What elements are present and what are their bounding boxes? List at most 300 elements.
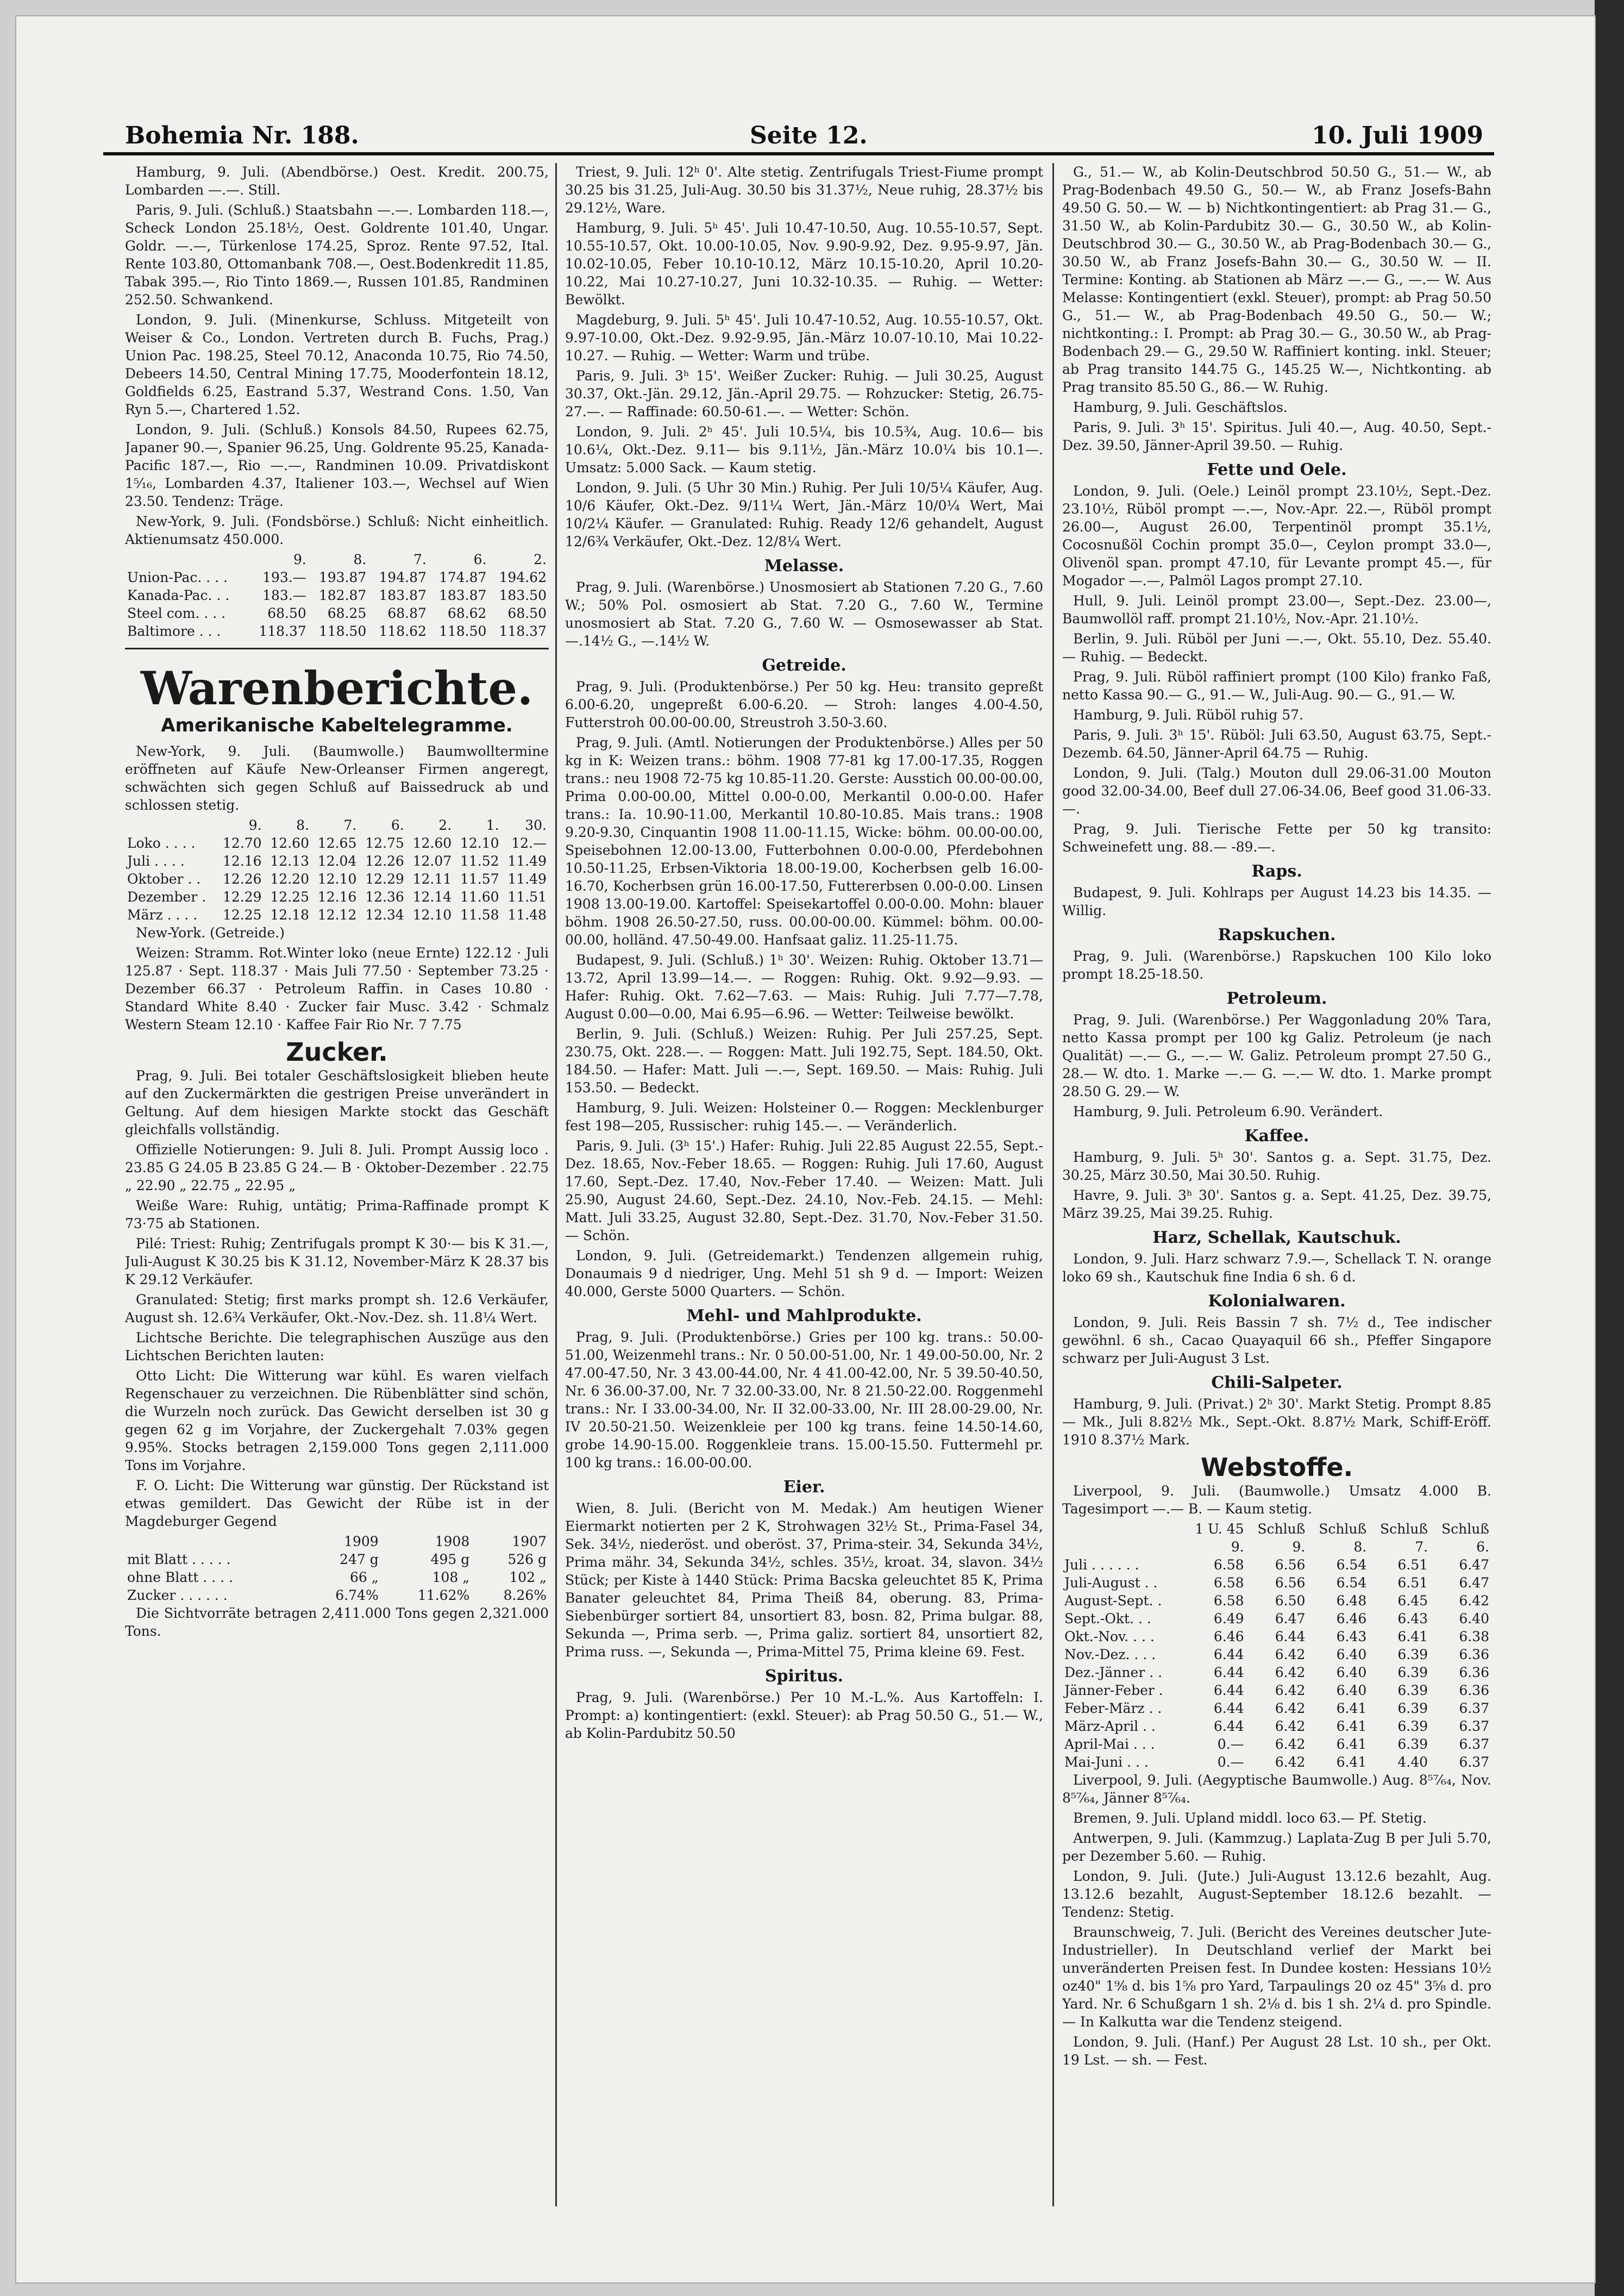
table-cell: 8. bbox=[353, 552, 367, 567]
table-cell: Mai-Juni . . . bbox=[1064, 1754, 1149, 1770]
table-cell: 118.50 bbox=[318, 623, 367, 639]
report-paragraph: Hamburg, 9. Juli. 5ʰ 30'. Santos g. a. Sept. 31.75, Dez. 30.25, März 30.50, Mai 30.50. Ruhig. bbox=[1062, 1149, 1491, 1183]
table-cell: 11.48 bbox=[507, 907, 547, 923]
section-heading: Raps. bbox=[1251, 862, 1302, 881]
table-cell: Sept.-Okt. . . bbox=[1064, 1611, 1151, 1626]
section-heading: Melasse. bbox=[764, 556, 844, 575]
table-cell: 6.37 bbox=[1459, 1736, 1489, 1752]
section-heading: Petroleum. bbox=[1226, 989, 1327, 1008]
column-3 bbox=[1062, 163, 1491, 2228]
report-paragraph: London, 9. Juli. 2ʰ 45'. Juli 10.5¼, bis 10.5¾, Aug. 10.6— bis 10.6¼, Okt.-Dez. 9.11— bis 9.11½, Jän.-März 10.0¼ bis 10.1—. Umsatz: 5.000 Sack. — Kaum stetig. bbox=[565, 424, 1043, 476]
table-row bbox=[1062, 1592, 1491, 1610]
table-cell: 6.40 bbox=[1336, 1647, 1367, 1662]
report-paragraph: Hamburg, 9. Juli. Rüböl ruhig 57. bbox=[1073, 707, 1303, 723]
report-paragraph: London, 9. Juli. Reis Bassin 7 sh. 7½ d., Tee indischer gewöhnl. 6 sh., Cacao Quayaquil 66 sh., Pfeffer Singapore schwarz per Juli-August 3 Lst. bbox=[1062, 1315, 1491, 1366]
table-cell: ohne Blatt . . . . bbox=[127, 1569, 233, 1585]
table-cell: 11.52 bbox=[460, 853, 499, 869]
section-heading: Eier. bbox=[783, 1478, 825, 1497]
report-paragraph: Prag, 9. Juli. (Warenbörse.) Rapskuchen 100 Kilo loko prompt 18.25-18.50. bbox=[1062, 948, 1491, 982]
column-2 bbox=[565, 163, 1043, 2228]
table-cell: 12.34 bbox=[365, 907, 404, 923]
column-1 bbox=[125, 163, 549, 2228]
report-paragraph: Budapest, 9. Juli. Kohlraps per August 14.23 bis 14.35. — Willig. bbox=[1062, 885, 1491, 918]
table-cell: 193.87 bbox=[318, 570, 367, 585]
table-cell: 247 g bbox=[340, 1551, 379, 1567]
column-rule-1 bbox=[555, 163, 557, 2206]
table-cell bbox=[1062, 1520, 1183, 1538]
section-heading: Getreide. bbox=[762, 656, 847, 675]
table-row bbox=[1062, 1663, 1491, 1681]
table-row bbox=[125, 604, 549, 622]
page-number: Seite 12. bbox=[750, 122, 868, 149]
table-cell: 68.87 bbox=[387, 605, 427, 621]
table-cell: Dez.-Jänner . . bbox=[1064, 1665, 1163, 1680]
table-cell: 68.62 bbox=[447, 605, 487, 621]
report-paragraph: Berlin, 9. Juli. (Schluß.) Weizen: Ruhig. Per Juli 257.25, Sept. 230.75, Okt. 228.—. — Roggen: Matt. Juli 192.75, Sept. 184.50, Okt. 184.50. — Hafer: Matt. Juli —.—, Sept. 169.50. — Mais: Ruhig. Juli 153.50. — Bedeckt. bbox=[565, 1026, 1043, 1096]
report-paragraph: London, 9. Juli. (Talg.) Mouton dull 29.06-31.00 Mouton good 32.00-34.00, Beef dull 27.06-34.06, Beef good 31.06-33.—. bbox=[1062, 765, 1491, 817]
cotton-futures-table bbox=[125, 816, 549, 924]
table-cell: 6.58 bbox=[1213, 1593, 1244, 1609]
section-heading: Rapskuchen. bbox=[1218, 925, 1336, 944]
table-cell: 12.60 bbox=[412, 835, 452, 851]
table-cell: 6.36 bbox=[1459, 1665, 1489, 1680]
report-paragraph: Hamburg, 9. Juli. (Abendbörse.) Oest. Kredit. 200.75, Lombarden —.—. Still. bbox=[125, 164, 549, 198]
table-cell: 526 g bbox=[507, 1551, 547, 1567]
table-cell: 6.46 bbox=[1336, 1611, 1367, 1626]
table-cell: 0.— bbox=[1217, 1736, 1244, 1752]
table-cell: 12.65 bbox=[317, 835, 357, 851]
report-paragraph: Triest, 9. Juli. 12ʰ 0'. Alte stetig. Zentrifugals Triest-Fiume prompt 30.25 bis 31.25, Juli-Aug. 30.50 bis 31.37½, Neue ruhig, 28.37½ bis 29.12½, Ware. bbox=[565, 164, 1043, 216]
table-cell: 12.25 bbox=[270, 889, 309, 905]
table-cell: August-Sept. . bbox=[1064, 1593, 1162, 1609]
report-paragraph: London, 9. Juli. (Hanf.) Per August 28 Lst. 10 sh., per Okt. 19 Lst. — sh. — Fest. bbox=[1062, 2034, 1491, 2068]
report-paragraph: Otto Licht: Die Witterung war kühl. Es waren vielfach Regenschauer zu verzeichnen. Die Rübenblätter sind schön, die Wurzeln noch zurück. Das Gewicht derselben ist 30 g gegen 62 g im Vorjahre, der Zuckergehalt 7.03% gegen 9.95%. Stocks betragen 2,159.000 Tons gegen 2,111.000 Tons im Vorjahre. bbox=[125, 1368, 549, 1473]
report-paragraph: London, 9. Juli. (5 Uhr 30 Min.) Ruhig. Per Juli 10/5¼ Käufer, Aug. 10/6 Käufer, Okt.-Dez. 9/11¼ Wert, Jän.-März 10/0¼ Wert, Mai 10/2¼ Käufer. — Granulated: Ruhig. Ready 12/6 gehandelt, August 12/6¾ Verkäufer, Okt.-Dez. 12/8¼ Wert. bbox=[565, 480, 1043, 549]
table-cell: 30. bbox=[525, 817, 547, 833]
table-cell: 6.36 bbox=[1459, 1647, 1489, 1662]
table-cell: 6.39 bbox=[1397, 1682, 1428, 1698]
table-cell: 6.37 bbox=[1459, 1700, 1489, 1716]
table-cell: 6.39 bbox=[1397, 1700, 1428, 1716]
table-cell: 118.37 bbox=[259, 623, 306, 639]
table-header-row bbox=[125, 816, 549, 834]
table-cell: 2. bbox=[438, 817, 452, 833]
table-cell: 7. bbox=[413, 552, 427, 567]
table-cell: 6.40 bbox=[1336, 1665, 1367, 1680]
table-row bbox=[1062, 1735, 1491, 1753]
report-paragraph: Bremen, 9. Juli. Upland middl. loco 63.— Pf. Stetig. bbox=[1073, 1810, 1427, 1826]
table-cell: 12.75 bbox=[365, 835, 404, 851]
column-rule-2 bbox=[1052, 163, 1054, 2206]
table-cell: 6.41 bbox=[1336, 1754, 1367, 1770]
table-cell: 102 „ bbox=[509, 1569, 547, 1585]
beet-weight-table bbox=[125, 1532, 549, 1604]
report-paragraph: Hamburg, 9. Juli. 5ʰ 45'. Juli 10.47-10.50, Aug. 10.55-10.57, Sept. 10.55-10.57, Okt. 10.00-10.05, Nov. 9.90-9.92, Dez. 9.95-9.97, Jän. 10.02-10.05, Feber 10.10-10.12, März 10.15-10.20, April 10.20-10.22, Mai 10.27-10.27, Juni 10.32-10.35. — Ruhig. — Wetter: Bewölkt. bbox=[565, 220, 1043, 308]
table-cell: 12.10 bbox=[317, 871, 357, 887]
table-row bbox=[1062, 1717, 1491, 1735]
table-cell: 68.50 bbox=[507, 605, 547, 621]
report-paragraph: Magdeburg, 9. Juli. 5ʰ 45'. Juli 10.47-10.52, Aug. 10.55-10.57, Okt. 9.97-10.00, Okt.-Dez. 9.92-9.95, Jän.-März 10.07-10.10, Mai 10.22-10.27. — Ruhig. — Wetter: Warm und trübe. bbox=[565, 312, 1043, 364]
table-cell: Schluß bbox=[1380, 1521, 1428, 1537]
report-paragraph: Havre, 9. Juli. 3ʰ 30'. Santos g. a. Sept. 41.25, Dez. 39.75, März 39.25, Mai 39.25. Ruhig. bbox=[1062, 1187, 1491, 1221]
table-cell: 6.42 bbox=[1275, 1736, 1306, 1752]
table-cell: 12.60 bbox=[270, 835, 309, 851]
table-cell: 66 „ bbox=[350, 1569, 379, 1585]
report-paragraph: Prag, 9. Juli. (Amtl. Notierungen der Produktenbörse.) Alles per 50 kg in K: Weizen trans.: böhm. 1908 77-81 kg 17.00-17.35, Roggen trans.: neu 1908 72-75 kg 10.85-11.20. Gerste: Ausstich 00.00-00.00, Prima 0.00-00.00, Mittel 0.00-0.00, Merkantil 0.00-0.00. Hafer trans.: Ia. 10.90-11.00, Merkantil 10.80-10.85. Mais trans.: 1908 9.20-9.30, Cinquantin 1908 11.00-11.15, Wicke: böhm. 00.00-00.00, Speisebohnen 12.00-13.00, Futterbohnen 0.00-0.00, Pferdebohnen 10.50-11.25, Erbsen-Viktoria 18.00-19.00, Kocherbsen gelb 16.00-16.70, Kocherbsen grün 16.00-17.50, Futtererbsen 0.00-0.00. Linsen 1908 13.00-19.00. Kartoffel: Speisekartoffel 0.00-0.00. Mohn: blauer böhm. 1908 26.50-27.50, russ. 00.00-00.00. Kümmel: böhm. 00.00-00.00, holländ. 47.50-49.00. Hanfsaat galiz. 11.25-11.75. bbox=[565, 735, 1043, 948]
table-cell: April-Mai . . . bbox=[1064, 1736, 1155, 1752]
table-cell: Baltimore . . . bbox=[127, 623, 221, 639]
table-cell: 6. bbox=[391, 817, 404, 833]
table-cell: 6.51 bbox=[1397, 1575, 1428, 1591]
report-paragraph: Weiße Ware: Ruhig, untätig; Prima-Raffinade prompt K 73·75 ab Stationen. bbox=[125, 1198, 549, 1231]
table-cell: 495 g bbox=[430, 1551, 470, 1567]
issue-date: 10. Juli 1909 bbox=[1312, 122, 1483, 149]
table-cell: 12.25 bbox=[223, 907, 262, 923]
table-cell: Schluß bbox=[1319, 1521, 1367, 1537]
report-paragraph: Prag, 9. Juli. (Produktenbörse.) Gries per 100 kg. trans.: 50.00-51.00, Weizenmehl trans.: Nr. 0 50.00-51.00, Nr. 1 49.00-50.00, Nr. 2 47.00-47.50, Nr. 3 43.00-44.00, Nr. 4 41.00-42.00, Nr. 5 39.50-40.50, Nr. 6 36.00-37.00, Nr. 7 32.00-33.00, Nr. 8 21.50-22.00. Roggenmehl trans.: Nr. I 33.00-34.00, Nr. II 32.00-33.00, Nr. III 28.00-29.00, Nr. IV 20.50-21.50. Weizenkleie per 100 kg trans. feine 14.50-14.60, grobe 14.90-15.00. Roggenkleie trans. 15.00-15.50. Futtermehl pr. 100 kg trans.: 16.00-00.00. bbox=[565, 1329, 1043, 1471]
table-cell: 1 U. 45 bbox=[1195, 1521, 1244, 1537]
table-cell: 1909 bbox=[344, 1534, 379, 1549]
table-cell: 9. bbox=[293, 552, 306, 567]
section-heading: Kolonialwaren. bbox=[1208, 1292, 1346, 1311]
table-cell: 118.37 bbox=[499, 623, 547, 639]
table-cell: 68.25 bbox=[327, 605, 367, 621]
table-cell: 12.16 bbox=[223, 853, 262, 869]
table-cell: 11.60 bbox=[460, 889, 499, 905]
table-cell: Feber-März . . bbox=[1064, 1700, 1162, 1716]
report-paragraph: London, 9. Juli. Harz schwarz 7.9.—, Schellack T. N. orange loko 69 sh., Kautschuk fine India 6 sh. 6 d. bbox=[1062, 1251, 1491, 1285]
table-cell: Steel com. . . . bbox=[127, 605, 226, 621]
table-cell: 6.41 bbox=[1336, 1718, 1367, 1734]
table-cell: 183.87 bbox=[379, 587, 427, 603]
table-row bbox=[125, 1568, 549, 1586]
report-paragraph: Paris, 9. Juli. (Schluß.) Staatsbahn —.—. Lombarden 118.—, Scheck London 25.18½, Oest. Goldrente 101.40, Ungar. Goldr. —.—, Türkenlose 174.25, Sproz. Rente 97.52, Ital. Rente 103.80, Ottomanbank 708.—, Oest.Bodenkredit 11.85, Tabak 395.—, Rio Tinto 1869.—, Russen 101.85, Randminen 252.50. Schwankend. bbox=[125, 202, 549, 308]
table-cell: 1. bbox=[486, 817, 499, 833]
newyork-stock-table bbox=[125, 550, 549, 640]
table-cell: 6.41 bbox=[1336, 1700, 1367, 1716]
section-heading: Kaffee. bbox=[1244, 1127, 1309, 1146]
table-cell: 12.13 bbox=[270, 853, 309, 869]
report-paragraph: Prag, 9. Juli. (Warenbörse.) Per 10 M.-L.%. Aus Kartoffeln: I. Prompt: a) kontingentiert: (exkl. Steuer): ab Prag 50.50 G., 51.— W., ab Kolin-Pardubitz 50.50 bbox=[565, 1690, 1043, 1741]
table-cell bbox=[125, 1532, 304, 1550]
table-cell: 6.44 bbox=[1213, 1682, 1244, 1698]
table-cell: 6.54 bbox=[1336, 1557, 1367, 1573]
table-cell: 12.12 bbox=[317, 907, 357, 923]
table-cell: 12.04 bbox=[317, 853, 357, 869]
report-paragraph: Prag, 9. Juli. (Warenbörse.) Per Waggonladung 20% Tara, netto Kassa prompt per 100 kg Galiz. Petroleum (je nach Qualität) —.— G., —.— W. Galiz. Petroleum prompt 27.50 G., 28.— W. dto. 1. Marke —.— G. —.— W. dto. 1. Marke prompt 28.50 G. 29.— W. bbox=[1062, 1012, 1491, 1099]
table-row bbox=[125, 834, 549, 852]
table-cell: 182.87 bbox=[318, 587, 367, 603]
report-paragraph: Berlin, 9. Juli. Rüböl per Juni —.—, Okt. 55.10, Dez. 55.40. — Ruhig. — Bedeckt. bbox=[1062, 631, 1491, 665]
table-cell: 6.56 bbox=[1275, 1575, 1306, 1591]
report-paragraph: Wien, 8. Juli. (Bericht von M. Medak.) Am heutigen Wiener Eiermarkt notierten per 2 K, Strohwagen 32½ St., Prima-Fasel 34, Sek. 34½, niederöst. und oberöst. 37, Prima-steir. 34, Sekunda 34½, Prima mähr. 34, Sekunda 34½, schles. 35½, kroat. 34, slavon. 34½ Stück; per Kiste à 1440 Stück: Prima Bacska geleuchtet 85 K, Prima Banater geleuchtet 84, Prima Theiß 84, oberung. 83, Prima-Siebenbürger sortiert 84, unsortiert 83, bosn. 82, Prima bulgar. 88, Sekunda —, Prima serb. —, Prima galiz. sortiert 84, unsortiert 82, Prima russ. —, Sekunda —, Prima-Mittel 75, Prima kleine 69. Fest. bbox=[565, 1500, 1043, 1660]
table-row bbox=[125, 1550, 549, 1568]
table-cell: 183.— bbox=[262, 587, 306, 603]
table-cell: 6.39 bbox=[1397, 1647, 1428, 1662]
table-row bbox=[125, 852, 549, 870]
report-paragraph: New-York, 9. Juli. (Fondsbörse.) Schluß: Nicht einheitlich. Aktienumsatz 450.000. bbox=[125, 514, 549, 547]
table-row bbox=[125, 888, 549, 906]
table-header-row bbox=[1062, 1520, 1491, 1538]
table-cell: Schluß bbox=[1257, 1521, 1306, 1537]
report-paragraph: London, 9. Juli. (Minenkurse, Schluss. Mitgeteilt von Weiser & Co., London. Vertreten durch B. Fuchs, Prag.) Union Pac. 198.25, Steel 70.12, Anaconda 10.75, Rio 74.50, Debeers 14.50, Central Mining 17.75, Mooderfontein 18.12, Goldfields 6.25, Eastrand 5.37, Westrand Cons. 1.50, Van Ryn 5.—, Chartered 1.52. bbox=[125, 312, 549, 417]
table-row bbox=[1062, 1681, 1491, 1699]
report-paragraph: Braunschweig, 7. Juli. (Bericht des Vereines deutscher Jute-Industrieller). In Deutschland verlief der Markt bei unveränderten Preisen fest. In Dundee kosten: Hessians 10½ oz40" 1⁹⁄₈ d. bis 1⁵⁄₈ pro Yard, Tarpaulings 20 oz 45" 3⁵⁄₈ d. pro Yard. Nr. 6 Schußgarn 1 sh. 2⅛ d. bis 1 sh. 2¼ d. pro Spindle. — In Kalkutta war die Tendenz steigend. bbox=[1062, 1924, 1491, 2030]
report-paragraph: G., 51.— W., ab Kolin-Deutschbrod 50.50 G., 51.— W., ab Prag-Bodenbach 49.50 G., 50.— W., ab Franz Josefs-Bahn 49.50 G. 50.— W. — b) Nichtkontingentiert: ab Prag 31.— G., 31.50 W., ab Kolin-Pardubitz 30.— G., 30.50 W., ab Kolin-Deutschbrod 30.— G., 30.50 W., ab Prag-Bodenbach 30.— G., 30.50 W., ab Franz Josefs-Bahn 30.— G., 30.50 W. — II. Termine: Konting. ab Stationen ab März —.— G., —.— W. Aus Melasse: Kontingentiert (exkl. Steuer), prompt: ab Prag 50.50 G., 51.— W., ab Prag-Bodenbach 49.50 G., 50.— W.; nichtkonting.: I. Prompt: ab Prag 30.— G., 30.50 W., ab Prag-Bodenbach 29.— G., 29.50 W. Raffiniert konting. inkl. Steuer; ab Prag transito 144.75 G., 145.25 W.—, Nichtkonting. ab Prag transito 85.50 G., 86.— W. Ruhig. bbox=[1062, 164, 1491, 395]
table-cell: 12.26 bbox=[223, 871, 262, 887]
table-cell: 12.29 bbox=[223, 889, 262, 905]
table-cell: Loko . . . . bbox=[127, 835, 196, 851]
report-paragraph: Hamburg, 9. Juli. Geschäftslos. bbox=[1073, 399, 1288, 415]
table-cell: 194.87 bbox=[379, 570, 427, 585]
page-edge-shadow bbox=[1595, 0, 1624, 2296]
table-cell: 6.51 bbox=[1397, 1557, 1428, 1573]
table-cell: 11.57 bbox=[460, 871, 499, 887]
section-heading: Fette und Oele. bbox=[1207, 460, 1347, 479]
table-cell: 6.45 bbox=[1397, 1593, 1428, 1609]
section-heading: Spiritus. bbox=[764, 1667, 844, 1686]
table-header-row bbox=[125, 550, 549, 568]
section-heading: Mehl- und Mahlprodukte. bbox=[686, 1306, 922, 1325]
report-paragraph: Liverpool, 9. Juli. (Baumwolle.) Umsatz 4.000 B. Tagesimport —.— B. — Kaum stetig. bbox=[1062, 1483, 1491, 1517]
table-cell: 12.18 bbox=[270, 907, 309, 923]
table-cell: 11.51 bbox=[507, 889, 547, 905]
table-cell: 12.26 bbox=[365, 853, 404, 869]
table-header-row bbox=[1062, 1538, 1491, 1556]
table-cell: 12.29 bbox=[365, 871, 404, 887]
table-cell bbox=[125, 550, 248, 568]
table-cell: 118.62 bbox=[379, 623, 427, 639]
table-row bbox=[125, 870, 549, 888]
table-cell: 12.14 bbox=[412, 889, 452, 905]
table-row bbox=[125, 906, 549, 924]
table-cell: 6.40 bbox=[1336, 1682, 1367, 1698]
report-paragraph: New-York. (Getreide.) bbox=[136, 925, 285, 941]
table-cell: 6. bbox=[1476, 1539, 1489, 1555]
report-paragraph: Prag, 9. Juli. Bei totaler Geschäftslosigkeit blieben heute auf den Zuckermärkten die gestrigen Preise unverändert in Geltung. Auf dem hiesigen Markte stockt das Geschäft gleichfalls vollständig. bbox=[125, 1068, 549, 1137]
table-cell: 11.49 bbox=[507, 871, 547, 887]
divider bbox=[125, 648, 549, 649]
table-cell: 12.20 bbox=[270, 871, 309, 887]
table-cell: Okt.-Nov. . . . bbox=[1064, 1629, 1155, 1644]
table-cell bbox=[125, 816, 216, 834]
table-cell: 6.48 bbox=[1336, 1593, 1367, 1609]
table-row bbox=[1062, 1556, 1491, 1574]
report-paragraph: Offizielle Notierungen: 9. Juli 8. Juli. Prompt Aussig loco . 23.85 G 24.05 B 23.85 G 24.— B · Oktober-Dezember . 22.75 „ 22.90 „ 22.75 „ 22.95 „ bbox=[125, 1142, 549, 1193]
table-cell: 6.43 bbox=[1336, 1629, 1367, 1644]
report-paragraph: Budapest, 9. Juli. (Schluß.) 1ʰ 30'. Weizen: Ruhig. Oktober 13.71—13.72, April 13.99—14.—. — Roggen: Ruhig. Okt. 9.92—9.93. — Hafer: Ruhig. Okt. 7.62—7.63. — Mais: Ruhig. Juli 7.77—7.78, August 0.00—0.00, Mai 6.95—6.96. — Wetter: Teilweise bewölkt. bbox=[565, 952, 1043, 1022]
report-paragraph: Prag, 9. Juli. (Produktenbörse.) Per 50 kg. Heu: transito gepreßt 6.00-6.20, ungepreßt 6.00-6.20. — Stroh: langes 4.00-4.50, Futterstroh 00.00-00.00, Streustroh 3.50-3.60. bbox=[565, 679, 1043, 730]
table-cell: 2. bbox=[534, 552, 547, 567]
table-cell: 6. bbox=[473, 552, 487, 567]
table-cell: 11.49 bbox=[507, 853, 547, 869]
report-paragraph: F. O. Licht: Die Witterung war günstig. Der Rückstand ist etwas gemildert. Das Gewicht der Rübe ist in der Magdeburger Gegend bbox=[125, 1478, 549, 1529]
table-cell: 12.11 bbox=[412, 871, 452, 887]
table-cell: 6.39 bbox=[1397, 1736, 1428, 1752]
table-cell: 193.— bbox=[262, 570, 306, 585]
table-cell: 6.42 bbox=[1275, 1754, 1306, 1770]
report-paragraph: Granulated: Stetig; first marks prompt sh. 12.6 Verkäufer, August sh. 12.6¾ Verkäufer, Okt.-Nov.-Dez. sh. 11.8¼ Wert. bbox=[125, 1292, 549, 1325]
table-cell: 6.50 bbox=[1275, 1593, 1306, 1609]
table-cell: 12.36 bbox=[365, 889, 404, 905]
table-cell: 11.62% bbox=[417, 1587, 470, 1603]
table-cell: 6.44 bbox=[1213, 1718, 1244, 1734]
report-paragraph: Hamburg, 9. Juli. Petroleum 6.90. Verändert. bbox=[1073, 1104, 1383, 1119]
report-paragraph: Paris, 9. Juli. 3ʰ 15'. Spiritus. Juli 40.—, Aug. 40.50, Sept.-Dez. 39.50, Jänner-April 39.50. — Ruhig. bbox=[1062, 420, 1491, 453]
table-cell: 183.50 bbox=[499, 587, 547, 603]
report-paragraph: Prag, 9. Juli. Tierische Fette per 50 kg transito: Schweinefett ung. 88.— -89.—. bbox=[1062, 821, 1491, 855]
report-paragraph: Hamburg, 9. Juli. Weizen: Holsteiner 0.— Roggen: Mecklenburger fest 198—205, Russischer: ruhig 145.—. — Veränderlich. bbox=[565, 1100, 1043, 1134]
table-cell: 8. bbox=[296, 817, 309, 833]
page-header bbox=[103, 120, 1494, 155]
table-cell: 6.37 bbox=[1459, 1718, 1489, 1734]
report-paragraph: London, 9. Juli. (Schluß.) Konsols 84.50, Rupees 62.75, Japaner 90.—, Spanier 96.25, Ung. Goldrente 95.25, Kanada-Pacific 187.—, Rio —.—, Randminen 10.09. Privatdiskont 1⁵⁄₁₆, Lombarden 4.37, Italiener 103.—, Wechsel auf Wien 23.50. Tendenz: Träge. bbox=[125, 422, 549, 509]
table-cell: 118.50 bbox=[438, 623, 487, 639]
table-cell: 6.42 bbox=[1275, 1665, 1306, 1680]
table-cell: 12.70 bbox=[223, 835, 262, 851]
table-cell: mit Blatt . . . . . bbox=[127, 1551, 231, 1567]
report-paragraph: London, 9. Juli. (Oele.) Leinöl prompt 23.10½, Sept.-Dez. 23.10½, Rüböl prompt —.—, Nov.-Apr. 22.—, Rüböl prompt 26.00—, August 26.00, Terpentinöl prompt 35.1½, Cocosnußöl Cochin prompt 35.0—, Ceylon prompt 33.0—, Olivenöl span. prompt 47.10, für Levante prompt 45.—, für Mogador —.—, Palmöl Lagos prompt 27.10. bbox=[1062, 483, 1491, 589]
table-cell: 6.38 bbox=[1459, 1629, 1489, 1644]
table-row bbox=[1062, 1574, 1491, 1592]
table-cell: 6.56 bbox=[1275, 1557, 1306, 1573]
table-row bbox=[1062, 1753, 1491, 1771]
table-cell: Schluß bbox=[1441, 1521, 1489, 1537]
table-cell: 6.58 bbox=[1213, 1575, 1244, 1591]
table-cell: 1908 bbox=[435, 1534, 470, 1549]
table-row bbox=[125, 586, 549, 604]
table-cell: 6.42 bbox=[1275, 1718, 1306, 1734]
section-heading: Chili-Salpeter. bbox=[1211, 1373, 1343, 1392]
table-cell: März-April . . bbox=[1064, 1718, 1156, 1734]
table-header-row bbox=[125, 1532, 549, 1550]
table-row bbox=[125, 568, 549, 586]
table-cell: 174.87 bbox=[438, 570, 487, 585]
section-title: Warenberichte. bbox=[140, 661, 534, 715]
table-cell: 6.47 bbox=[1275, 1611, 1306, 1626]
report-paragraph: Die Sichtvorräte betragen 2,411.000 Tons gegen 2,321.000 Tons. bbox=[125, 1605, 549, 1639]
table-cell: 183.87 bbox=[438, 587, 487, 603]
report-paragraph: Paris, 9. Juli. 3ʰ 15'. Rüböl: Juli 63.50, August 63.75, Sept.-Dezemb. 64.50, Jänner-April 64.75 — Ruhig. bbox=[1062, 727, 1491, 761]
table-cell: 9. bbox=[248, 817, 262, 833]
table-cell: 6.42 bbox=[1459, 1593, 1489, 1609]
table-cell: 6.42 bbox=[1275, 1682, 1306, 1698]
table-cell: 6.44 bbox=[1275, 1629, 1306, 1644]
table-row bbox=[125, 622, 549, 640]
report-paragraph: New-York, 9. Juli. (Baumwolle.) Baumwolltermine eröffneten auf Käufe New-Orleanser Firmen angeregt, schwächten sich gegen Schluß auf Baissedruck ab und schlossen stetig. bbox=[125, 743, 549, 813]
table-cell: 12.— bbox=[511, 835, 547, 851]
table-cell: 6.46 bbox=[1213, 1629, 1244, 1644]
table-row bbox=[1062, 1610, 1491, 1628]
table-cell: 8.26% bbox=[503, 1587, 547, 1603]
report-paragraph: London, 9. Juli. (Getreidemarkt.) Tendenzen allgemein ruhig, Donaumais 9 d niedriger, Ung. Mehl 51 sh 9 d. — Import: Weizen 40.000, Gerste 5000 Quarters. — Schön. bbox=[565, 1248, 1043, 1299]
table-cell: 6.42 bbox=[1275, 1700, 1306, 1716]
table-cell: 11.58 bbox=[460, 907, 499, 923]
table-row bbox=[1062, 1646, 1491, 1663]
table-row bbox=[1062, 1628, 1491, 1646]
table-cell: 12.16 bbox=[317, 889, 357, 905]
table-cell: 12.07 bbox=[412, 853, 452, 869]
table-cell: 6.39 bbox=[1397, 1718, 1428, 1734]
table-cell: Juli . . . . bbox=[127, 853, 185, 869]
table-row bbox=[1062, 1699, 1491, 1717]
table-cell: 6.44 bbox=[1213, 1665, 1244, 1680]
table-cell: Juli-August . . bbox=[1064, 1575, 1158, 1591]
table-cell: 7. bbox=[1415, 1539, 1428, 1555]
section-heading: Zucker. bbox=[286, 1037, 388, 1067]
table-cell: 6.47 bbox=[1459, 1557, 1489, 1573]
table-cell: Oktober . . bbox=[127, 871, 201, 887]
report-paragraph: Hamburg, 9. Juli. (Privat.) 2ʰ 30'. Markt Stetig. Prompt 8.85— Mk., Juli 8.82½ Mk., Sept.-Okt. 8.87½ Mark, Schiff-Eröff. 1910 8.37½ Mark. bbox=[1062, 1396, 1491, 1448]
table-cell: 6.44 bbox=[1213, 1700, 1244, 1716]
table-cell: 6.58 bbox=[1213, 1557, 1244, 1573]
table-cell: 6.39 bbox=[1397, 1665, 1428, 1680]
table-cell: 6.41 bbox=[1397, 1629, 1428, 1644]
table-cell bbox=[1062, 1538, 1183, 1556]
table-cell: 9. bbox=[1292, 1539, 1306, 1555]
table-cell: 194.62 bbox=[499, 570, 547, 585]
table-cell: Jänner-Feber . bbox=[1064, 1682, 1163, 1698]
table-cell: 6.41 bbox=[1336, 1736, 1367, 1752]
table-cell: 6.47 bbox=[1459, 1575, 1489, 1591]
table-cell: 6.36 bbox=[1459, 1682, 1489, 1698]
table-cell: Union-Pac. . . . bbox=[127, 570, 228, 585]
section-subtitle: Amerikanische Kabeltelegramme. bbox=[161, 715, 513, 736]
table-cell: 7. bbox=[343, 817, 357, 833]
table-cell: 6.42 bbox=[1275, 1647, 1306, 1662]
table-row bbox=[125, 1586, 549, 1604]
report-paragraph: Liverpool, 9. Juli. (Aegyptische Baumwolle.) Aug. 8⁵⁷⁄₆₄, Nov. 8⁵⁷⁄₆₄, Jänner 8⁵⁷⁄₆₄. bbox=[1062, 1772, 1491, 1806]
report-paragraph: Lichtsche Berichte. Die telegraphischen Auszüge aus den Lichtschen Berichten lauten: bbox=[125, 1330, 549, 1363]
table-cell: Dezember . bbox=[127, 889, 206, 905]
table-cell: 12.10 bbox=[412, 907, 452, 923]
table-cell: Zucker . . . . . . bbox=[127, 1587, 228, 1603]
table-cell: 6.49 bbox=[1213, 1611, 1244, 1626]
report-paragraph: Paris, 9. Juli. (3ʰ 15'.) Hafer: Ruhig. Juli 22.85 August 22.55, Sept.-Dez. 18.65, Nov.-Feber 18.65. — Roggen: Ruhig. Juli 17.60, August 17.60, Sept.-Dez. 17.40, Nov.-Feber 17.40. — Weizen: Matt. Juli 25.90, August 24.60, Sept.-Dez. 24.10, Nov.-Feb. 24.15. — Mehl: Matt. Juli 33.25, August 32.80, Sept.-Dez. 31.70, Nov.-Feber 31.50. — Schön. bbox=[565, 1138, 1043, 1243]
table-cell: Kanada-Pac. . . bbox=[127, 587, 230, 603]
table-cell: 0.— bbox=[1217, 1754, 1244, 1770]
table-cell: März . . . . bbox=[127, 907, 198, 923]
paper-name: Bohemia Nr. 188. bbox=[125, 122, 359, 149]
table-cell: 6.43 bbox=[1397, 1611, 1428, 1626]
report-paragraph: Prag, 9. Juli. (Warenbörse.) Unosmosiert ab Stationen 7.20 G., 7.60 W.; 50% Pol. osmosiert ab Stat. 7.20 G., 7.60 W., Termine unosmosiert ab Stat. 7.20 G., 7.60 W. — Osmosewasser ab Stat. —.14½ G., —.14½ W. bbox=[565, 579, 1043, 649]
table-cell: 108 „ bbox=[432, 1569, 470, 1585]
report-paragraph: Hull, 9. Juli. Leinöl prompt 23.00—, Sept.-Dez. 23.00—, Baumwollöl raff. prompt 21.10½, Nov.-Apr. 21.10½. bbox=[1062, 593, 1491, 627]
table-cell: 68.50 bbox=[267, 605, 306, 621]
table-cell: 6.74% bbox=[335, 1587, 379, 1603]
report-paragraph: Antwerpen, 9. Juli. (Kammzug.) Laplata-Zug B per Juli 5.70, per Dezember 5.60. — Ruhig. bbox=[1062, 1830, 1491, 1864]
table-cell: 4.40 bbox=[1397, 1754, 1428, 1770]
report-paragraph: London, 9. Juli. (Jute.) Juli-August 13.12.6 bezahlt, Aug. 13.12.6 bezahlt, August-September 18.12.6 bezahlt. — Tendenz: Stetig. bbox=[1062, 1868, 1491, 1920]
report-paragraph: Paris, 9. Juli. 3ʰ 15'. Weißer Zucker: Ruhig. — Juli 30.25, August 30.37, Okt.-Jän. 29.12, Jän.-April 29.75. — Rohzucker: Stetig, 26.75-27.—. — Raffinade: 60.50-61.—. — Wetter: Schön. bbox=[565, 368, 1043, 420]
table-cell: Nov.-Dez. . . . bbox=[1064, 1647, 1156, 1662]
table-cell: Juli . . . . . . bbox=[1064, 1557, 1139, 1573]
table-cell: 6.40 bbox=[1459, 1611, 1489, 1626]
table-cell: 6.44 bbox=[1213, 1647, 1244, 1662]
report-paragraph: Weizen: Stramm. Rot.Winter loko (neue Ernte) 122.12 · Juli 125.87 · Sept. 118.37 · Mais Juli 77.50 · September 73.25 · Dezember 66.37 · Petroleum Raffin. in Cases 10.80 · Standard White 8.40 · Zucker fair Musc. 3.42 · Schmalz Western Steam 12.10 · Kaffee Fair Rio Nr. 7 7.75 bbox=[125, 945, 549, 1033]
report-paragraph: Prag, 9. Juli. Rüböl raffiniert prompt (100 Kilo) franko Faß, netto Kassa 90.— G., 91.— W., Juli-Aug. 90.— G., 91.— W. bbox=[1062, 669, 1491, 703]
table-cell: 9. bbox=[1231, 1539, 1244, 1555]
table-cell: 6.54 bbox=[1336, 1575, 1367, 1591]
table-cell: 6.37 bbox=[1459, 1754, 1489, 1770]
report-paragraph: Pilé: Triest: Ruhig; Zentrifugals prompt K 30·— bis K 31.—, Juli-August K 30.25 bis K 31.12, November-März K 28.37 bis K 29.12 Verkäufer. bbox=[125, 1236, 549, 1287]
table-cell: 8. bbox=[1353, 1539, 1367, 1555]
table-cell: 12.10 bbox=[460, 835, 499, 851]
liverpool-cotton-table bbox=[1062, 1520, 1491, 1771]
section-heading: Webstoffe. bbox=[1200, 1453, 1353, 1482]
section-heading: Harz, Schellak, Kautschuk. bbox=[1152, 1228, 1401, 1247]
table-cell: 1907 bbox=[512, 1534, 547, 1549]
